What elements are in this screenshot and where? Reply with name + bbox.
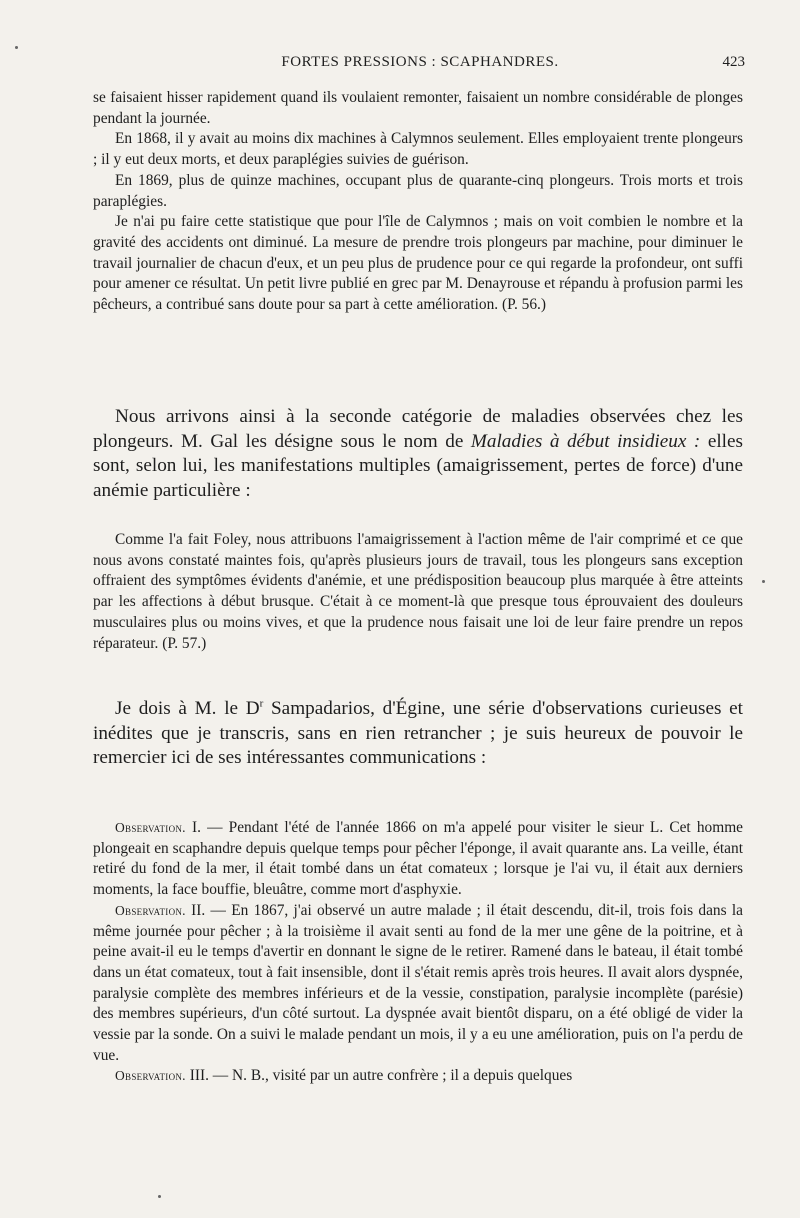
observation-label: Observation. [115,902,186,918]
paragraph [93,697,743,771]
print-speck [762,580,765,583]
statistics-block [93,88,743,316]
paragraph: Comme l'a fait Foley, nous attribuons l'amaigrissement à l'action même de l'air comprimé et ce que nous avons constaté maintes fois, qu'après plusieurs jours de travail, tous les plongeurs sans exception offraient des symptômes évidents d'anémie, et une prédisposition beaucoup plus marquée à être atteints par les affections à début brusque. C'était à ce moment-là que presque tous éprouvaient des douleurs musculaires plus ou moins vives, et que la prudence nous faisait une loi de leur faire prendre un repos réparateur. (P. 57.) [93,531,743,652]
paragraph: En 1869, plus de quinze machines, occupant plus de quarante-cinq plongeurs. Trois morts et trois paraplégies. [93,171,743,210]
observation-text: II. — En 1867, j'ai observé un autre malade ; il était descendu, dit-il, trois fois dans la même journée pour pêcher ; à la troisième il avait senti au fond de la mer une gêne de la poitrine, et à peine avait-il eu le temps d'avertir en donnant le signe de le retirer. Ramené dans le bateau, il était tombé dans un état comateux, tout à fait insensible, dont il s'était remis après trois heures. Il avait alors dyspnée, paralysie complète des membres inférieurs et de la vessie, constipation, paralysie incomplète (parésie) des membres supérieurs, d'un côté surtout. La dyspnée avait bientôt disparu, on a été obligé de vider la vessie par la sonde. On a suivi le malade pendant un mois, il y a eu une amélioration, puis on l'a perdu de vue. [93,901,743,1064]
second-category-block [93,405,743,503]
superscript: r [259,697,264,710]
observation-paragraph [93,1066,743,1087]
observation-paragraph [93,901,743,1067]
paragraph: se faisaient hisser rapidement quand ils voulaient remonter, faisaient un nombre considérable de plonges pendant la journée. [93,89,743,127]
paragraph [93,405,743,503]
observation-label: Observation. [115,820,186,835]
text-run: Je dois à M. le D [115,698,260,719]
observation-paragraph [93,818,743,901]
acknowledgement-block [93,697,743,771]
print-speck [158,1195,161,1198]
observations-block [93,818,743,1087]
paragraph: En 1868, il y avait au moins dix machines à Calymnos seulement. Elles employaient trente plongeurs ; il y eut deux morts, et deux paraplégies suivies de guérison. [93,130,743,169]
page-number: 423 [722,54,745,70]
anemia-quote-block [93,530,743,654]
text-run: elles sont, selon lui, les manifestations multiples (amaigrissement, pertes de force) d'une anémie particulière : [93,430,743,501]
text-run: Nous arrivons ainsi à la seconde catégorie de maladies observées chez les plongeurs. M. Gal les désigne sous le nom de [93,406,743,452]
observation-text: I. — Pendant l'été de l'année 1866 on m'a appelé pour visiter le sieur L. Cet homme plongeait en scaphandre depuis quelque temps pour pêcher l'éponge, il avait quarante ans. La veille, étant retiré du fond de la mer, il était tombé dans un état comateux ; lorsque je l'ai vu, il était aux derniers moments, la face bouffie, bleuâtre, comme mort d'asphyxie. [93,819,743,899]
paragraph: Je n'ai pu faire cette statistique que pour l'île de Calymnos ; mais on voit combien le nombre et la gravité des accidents ont diminué. La mesure de prendre trois plongeurs par machine, pour diminuer le travail journalier de chacun d'eux, et un peu plus de prudence pour ce qui regarde la profondeur, ont suffi pour amener ce résultat. Un petit livre publié en grec par M. Denayrouse et répandu à profusion parmi les pêcheurs, a contribué sans doute pour sa part à cette amélioration. (P. 56.) [93,213,743,314]
text-run: Sampadarios, d'Égine, une série d'observations curieuses et inédites que je transcris, sans en rien retrancher ; je suis heureux de pouvoir le remercier ici de ses intéressantes communications : [93,698,744,768]
page-header [95,54,745,78]
observation-text: III. — N. B., visité par un autre confrère ; il a depuis quelques [185,1067,573,1085]
italic-term: Maladies à début insidieux : [470,430,701,452]
observation-label: Observation. [115,1068,186,1084]
print-speck [15,46,18,49]
running-title: FORTES PRESSIONS : SCAPHANDRES. [281,54,559,70]
